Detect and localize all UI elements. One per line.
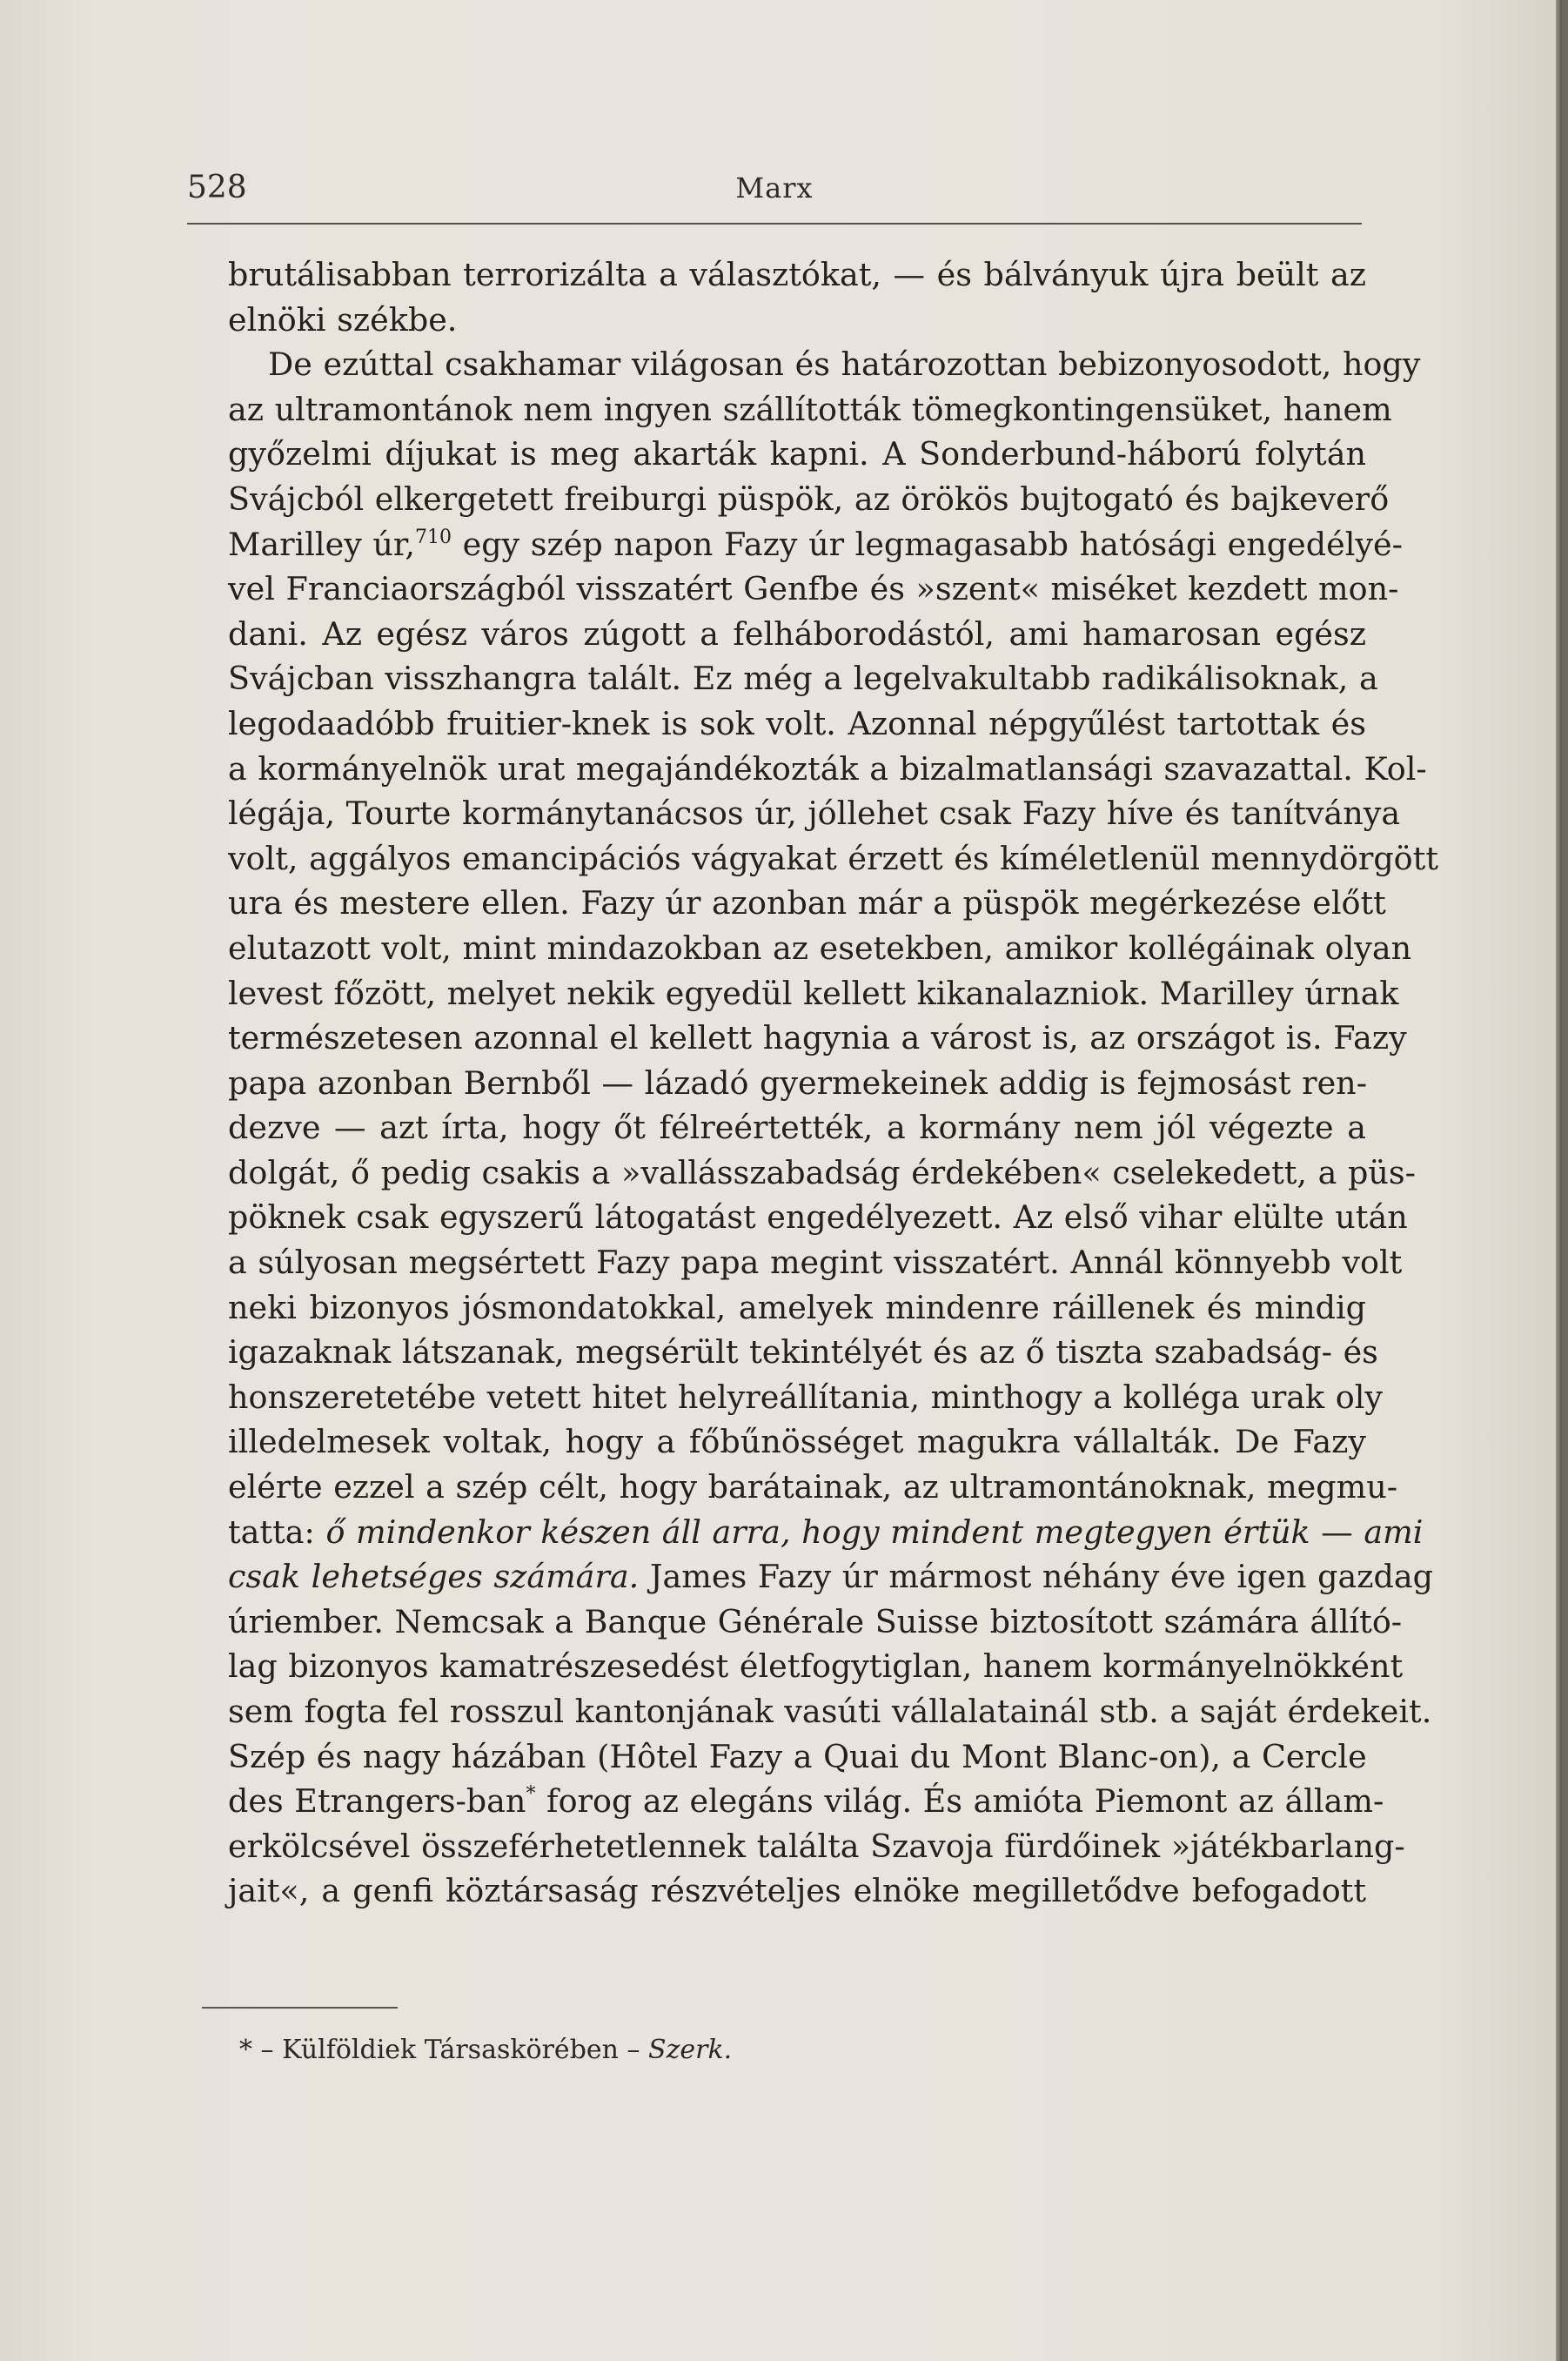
text-line xyxy=(228,1779,1384,1824)
text-line: Svájcból elkergetett freiburgi püspök, az örökös bujtogató és bajkeverő xyxy=(228,480,1390,518)
text-line: sem fogta fel rosszul kantonjának vasúti vállalatainál stb. a saját érdekeit. xyxy=(228,1693,1432,1730)
text-line: úriember. Nemcsak a Banque Générale Suisse biztosított számára állító- xyxy=(228,1602,1403,1640)
text-line: lag bizonyos kamatrészesedést életfogytiglan, hanem kormányelnökként xyxy=(228,1647,1404,1686)
text-line: a kormányelnök urat megajándékozták a bizalmatlansági szavazattal. Kol- xyxy=(228,749,1427,788)
text-line: természetesen azonnal el kellett hagynia a várost is, az országot is. Fazy xyxy=(228,1019,1407,1057)
text-line: a súlyosan megsértett Fazy papa megint visszatért. Annál könnyebb volt xyxy=(228,1244,1403,1282)
text-line: győzelmi díjukat is meg akarták kapni. A Sonderbund-háború folytán xyxy=(228,435,1366,473)
endnote-reference: 710 xyxy=(414,526,452,548)
text-line: igazaknak látszanak, megsérült tekintélyét és az ő tiszta szabadság- és xyxy=(228,1333,1378,1372)
text-line: honszeretetébe vetett hitet helyreállítania, minthogy a kolléga urak oly xyxy=(228,1378,1384,1416)
text-line: Szép és nagy házában (Hôtel Fazy a Quai du Mont Blanc-on), a Cercle xyxy=(228,1737,1367,1775)
text-line: illedelmesek voltak, hogy a főbűnösséget magukra vállalták. De Fazy xyxy=(228,1423,1366,1461)
text-line: elnöki székbe. xyxy=(228,300,458,339)
text-line xyxy=(228,1554,1433,1600)
text-fragment: egy szép napon Fazy úr legmagasabb hatósági engedélyé- xyxy=(462,525,1403,563)
italic-quote: lehetséges számára. xyxy=(311,1558,640,1596)
text-line xyxy=(228,1510,1424,1555)
text-line: dolgát, ő pedig csakis a »vallásszabadság érdekében« cselekedett, a püs- xyxy=(228,1153,1416,1191)
text-line: ura és mestere ellen. Fazy úr azonban már a püspök megérkezése előtt xyxy=(228,884,1386,922)
running-head xyxy=(187,170,1362,222)
text-line: pöknek csak egyszerű látogatást engedélyezett. Az első vihar elülte után xyxy=(228,1198,1408,1237)
body-text xyxy=(228,252,1438,1914)
text-fragment: James Fazy úr mármost néhány éve igen gazdag xyxy=(639,1558,1433,1596)
text-fragment: — xyxy=(1310,1513,1364,1551)
text-line: Svájcban visszhangra talált. Ez még a legelvakultabb radikálisoknak, a xyxy=(228,660,1378,698)
text-line: elutazott volt, mint mindazokban az esetekben, amikor kollégáinak olyan xyxy=(228,929,1412,967)
footnote-editor-mark: Szerk. xyxy=(648,2035,733,2065)
italic-quote: csak xyxy=(228,1558,301,1596)
italic-quote: ő mindenkor készen áll arra, hogy mindent megtegyen értük xyxy=(325,1513,1310,1551)
text-line xyxy=(228,522,1403,567)
text-line: jait«, a genfi köztársaság részvételjes elnöke megilletődve befogadott xyxy=(228,1872,1366,1910)
text-fragment: forog az elegáns világ. És amióta Piemont az állam- xyxy=(535,1782,1384,1821)
text-line: neki bizonyos jósmondatokkal, amelyek mindenre ráillenek és mindig xyxy=(228,1288,1366,1326)
text-line: brutálisabban terrorizálta a választókat, — és bálványuk újra beült az xyxy=(228,256,1366,293)
text-line: dani. Az egész város zúgott a felháborodástól, ami hamarosan egész xyxy=(228,614,1366,653)
running-title: Marx xyxy=(735,171,814,205)
footnote-rule xyxy=(202,2007,398,2009)
page-edge xyxy=(1556,0,1562,2361)
footnote-marker: * xyxy=(526,1783,536,1806)
text-line: volt, aggályos emancipációs vágyakat érzett és kíméletlenül mennydörgött xyxy=(228,839,1438,877)
header-rule xyxy=(187,223,1362,225)
name-marilley: Marilley úr, xyxy=(228,525,415,563)
text-line: vel Franciaországból visszatért Genfbe és »szent« miséket kezdett mon- xyxy=(228,570,1399,608)
page-number: 528 xyxy=(187,170,247,205)
text-fragment: des Etrangers-ban xyxy=(228,1782,526,1821)
text-fragment: tatta: xyxy=(228,1513,326,1551)
text-line: dezve — azt írta, hogy őt félreértették, a kormány nem jól végezte a xyxy=(228,1109,1366,1147)
text-line: az ultramontánok nem ingyen szállították tömegkontingensüket, hanem xyxy=(228,390,1392,428)
italic-quote: ami xyxy=(1364,1513,1424,1551)
text-line: erkölcsével összeférhetetlennek találta Szavoja fürdőinek »játékbarlang- xyxy=(228,1827,1405,1865)
text-line: levest főzött, melyet nekik egyedül kellett kikanalazniok. Marilley úrnak xyxy=(228,974,1399,1012)
text-line: legodaadóbb fruitier-knek is sok volt. Azonnal népgyűlést tartottak és xyxy=(228,704,1366,742)
text-line: légája, Tourte kormánytanácsos úr, jóllehet csak Fazy híve és tanítványa xyxy=(228,795,1401,833)
footnote xyxy=(239,2035,732,2065)
text-line: elérte ezzel a szép célt, hogy barátainak, az ultramontánoknak, megmu- xyxy=(228,1468,1398,1506)
text-line: De ezúttal csakhamar világosan és határozottan bebizonyosodott, hogy xyxy=(268,345,1421,384)
footnote-text: * – Külföldiek Társaskörében – xyxy=(239,2035,649,2065)
text-line: papa azonban Bernből — lázadó gyermekeinek addig is fejmosást ren- xyxy=(228,1063,1368,1102)
